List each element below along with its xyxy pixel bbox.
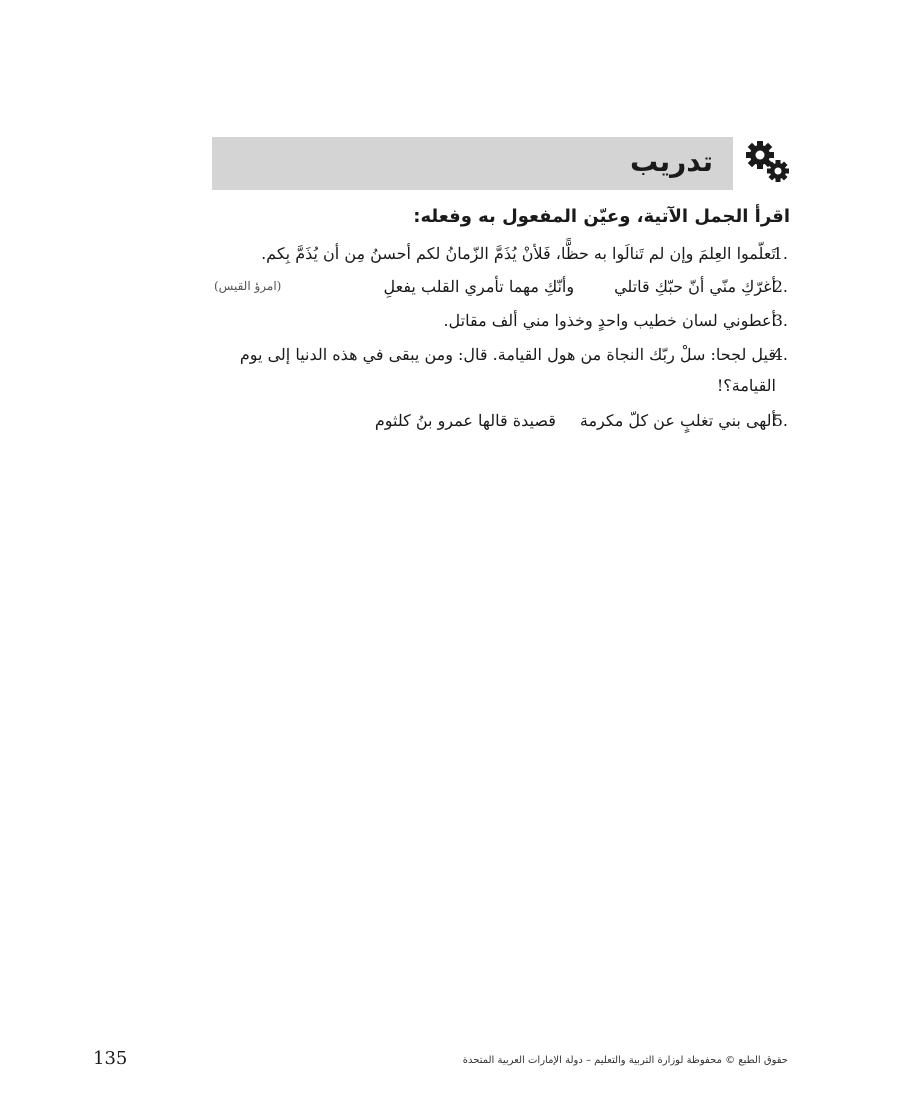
verse-hemistich-1: أغرّكِ منّي أنّ حبّكِ قاتلي (614, 277, 776, 296)
verse-hemistich-1: ألهى بني تغلبٍ عن كلّ مكرمة (579, 411, 776, 430)
verse-hemistich-2: قصيدة قالها عمرو بنُ كلثوم (374, 411, 556, 430)
item-number: 2. (772, 277, 788, 296)
exercise-instruction: اقرأ الجمل الآتية، وعيّن المفعول به وفعله: (413, 206, 790, 227)
heading-title: تدريب (630, 145, 713, 178)
item-number: 4. (772, 345, 788, 364)
list-item: تَعلّموا العِلمَ وإن لم تَنالَوا به حظًّا، فَلأنْ يُذَمَّ الزّمانُ لكم أحسنُ مِن أن يُذَمَّ بِكم. (261, 244, 776, 263)
heading-bar (212, 137, 733, 190)
verse-hemistich-2: وأنّكِ مهما تأمري القلب يفعلِ (383, 277, 575, 296)
verse-item (375, 411, 776, 430)
verse-item (384, 277, 777, 296)
list-item: قيل لجحا: سلْ ربّك النجاة من هول القيامة. قال: ومن يبقى في هذه الدنيا إلى يوم (239, 345, 776, 364)
poet-attribution: (امرؤ القيس) (214, 279, 282, 293)
page-number: 135 (93, 1048, 128, 1069)
item-number: 3. (772, 311, 788, 330)
list-item-continuation: القيامة؟! (716, 376, 776, 395)
item-number: 1. (772, 244, 788, 263)
gears-icon (744, 140, 792, 186)
item-number: 5. (772, 411, 788, 430)
list-item: أعطوني لسان خطيب واحدٍ وخذوا مني ألف مقاتل. (443, 311, 776, 330)
copyright-notice: حقوق الطبع © محفوظة لوزارة التربية والتعليم – دولة الإمارات العربية المتحدة (462, 1055, 788, 1066)
